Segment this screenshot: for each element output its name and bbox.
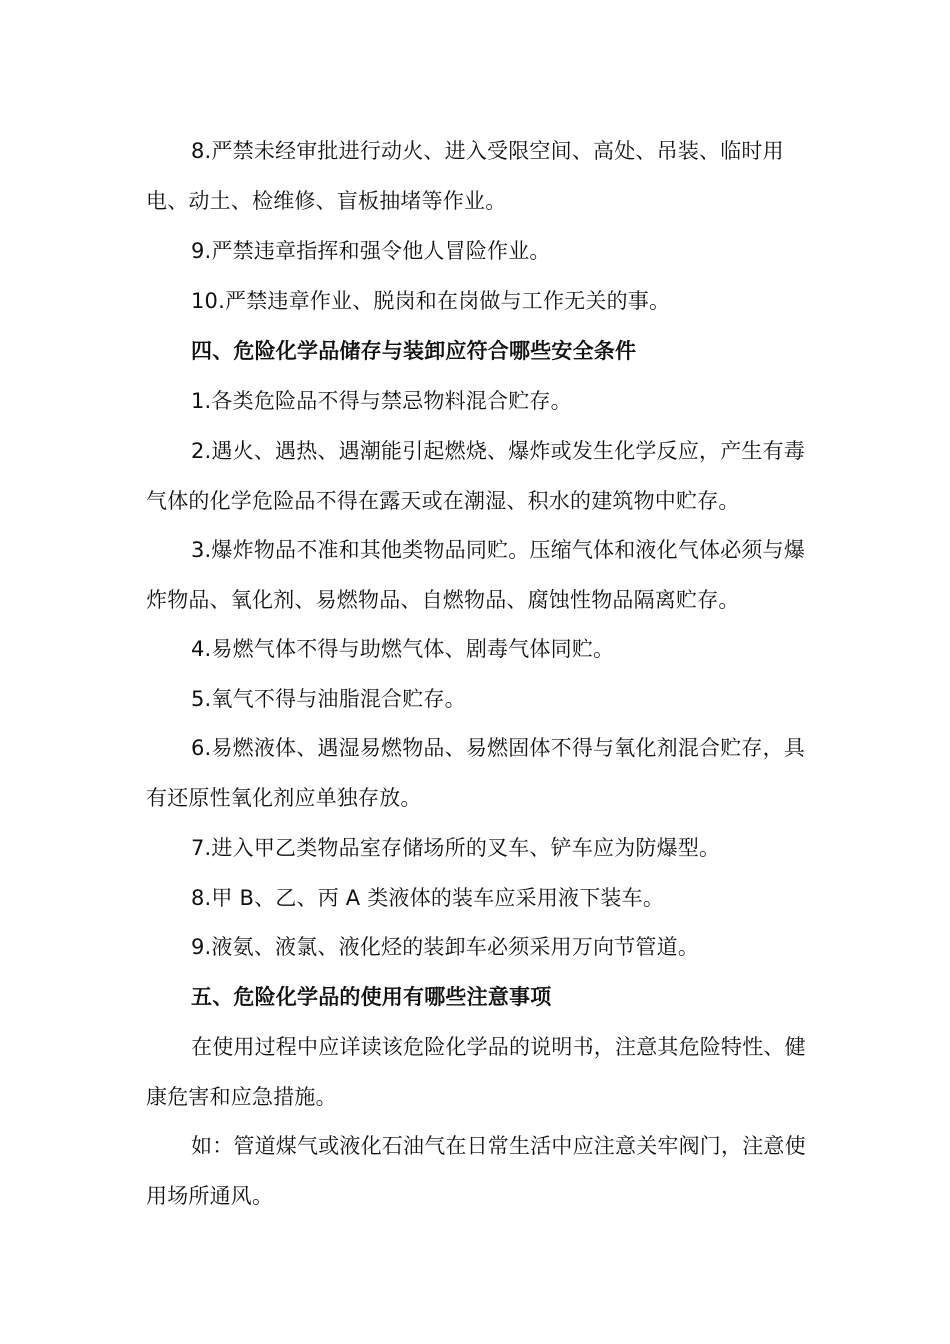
storage-item-1: 1.各类危险品不得与禁忌物料混合贮存。 <box>191 389 572 413</box>
rule-9-paragraph: 9.严禁违章指挥和强令他人冒险作业。 <box>191 239 551 263</box>
section-4-heading: 四、危险化学品储存与装卸应符合哪些安全条件 <box>191 339 637 363</box>
usage-paragraph-2: 如：管道煤气或液化石油气在日常生活中应注意关牢阀门，注意使用场所通风。 <box>146 1134 806 1208</box>
storage-item-7: 7.进入甲乙类物品室存储场所的叉车、铲车应为防爆型。 <box>191 836 721 860</box>
storage-item-3: 3.爆炸物品不准和其他类物品同贮。压缩气体和液化气体必须与爆炸物品、氧化剂、易燃物品、自燃物品、腐蚀性物品隔离贮存。 <box>146 538 806 612</box>
section-5-heading: 五、危险化学品的使用有哪些注意事项 <box>191 985 552 1009</box>
rule-10-paragraph: 10.严禁违章作业、脱岗和在岗做与工作无关的事。 <box>191 289 671 313</box>
usage-paragraph-1: 在使用过程中应详读该危险化学品的说明书，注意其危险特性、健康危害和应急措施。 <box>146 1035 806 1109</box>
storage-item-9: 9.液氨、液氯、液化烃的装卸车必须采用万向节管道。 <box>191 935 700 959</box>
storage-item-5: 5.氧气不得与油脂混合贮存。 <box>191 687 466 711</box>
storage-item-6: 6.易燃液体、遇湿易燃物品、易燃固体不得与氧化剂混合贮存，具有还原性氧化剂应单独存放。 <box>146 736 806 810</box>
rule-8-paragraph: 8.严禁未经审批进行动火、进入受限空间、高处、吊装、临时用电、动土、检维修、盲板抽堵等作业。 <box>146 139 784 213</box>
storage-item-8: 8.甲 B、乙、丙 A 类液体的装车应采用液下装车。 <box>191 886 665 910</box>
storage-item-4: 4.易燃气体不得与助燃气体、剧毒气体同贮。 <box>191 637 615 661</box>
storage-item-2: 2.遇火、遇热、遇潮能引起燃烧、爆炸或发生化学反应，产生有毒气体的化学危险品不得在露天或在潮湿、积水的建筑物中贮存。 <box>146 439 806 513</box>
